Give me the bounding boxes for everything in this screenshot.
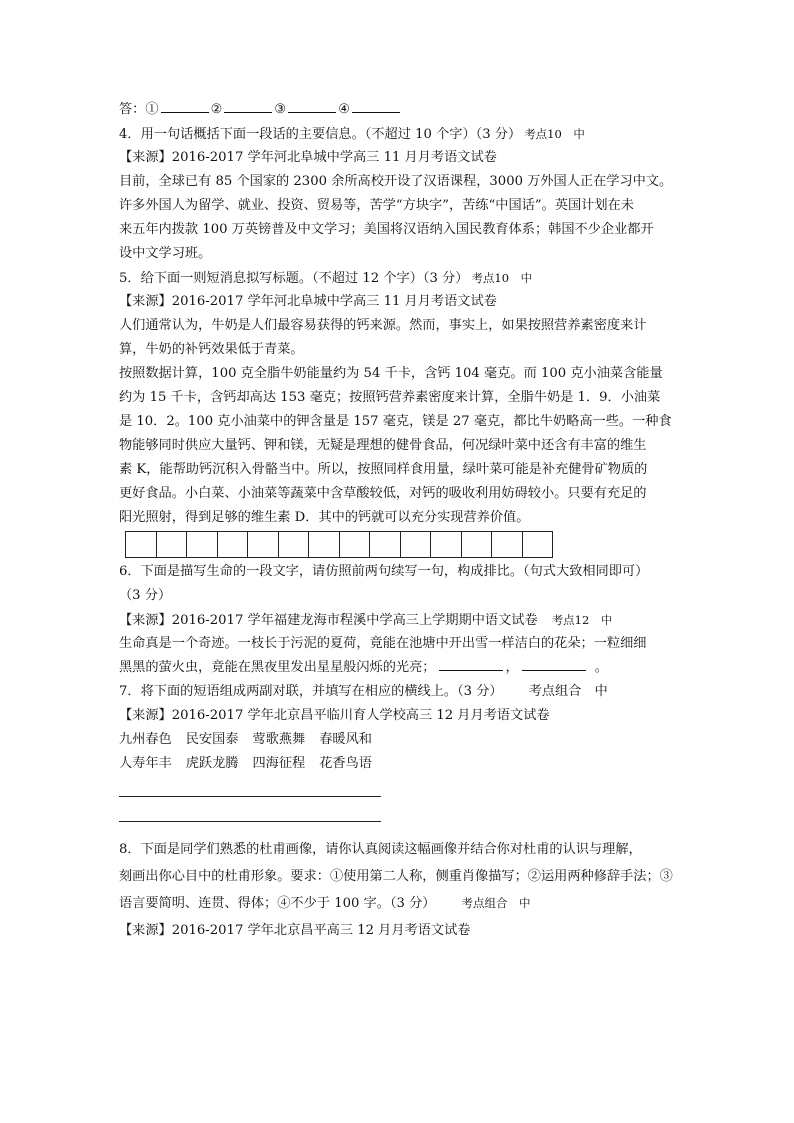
- q3-answer-line: 答：① ② ③ ④: [119, 98, 679, 122]
- q6-question: 6．下面是描写生命的一段文字，请仿照前两句续写一句，构成排比。（句式大致相同即可）: [119, 564, 649, 579]
- title-answer-box[interactable]: [156, 531, 188, 558]
- q5-tag: 考点10 中: [471, 271, 533, 285]
- q4-passage-line: 目前，全球已有 85 个国家的 2300 余所高校开设了汉语课程，3000 万外国人正在学习中文。: [119, 174, 673, 189]
- phrase-row-1: 九州春色 民安国泰 莺歌燕舞 春暖风和: [119, 732, 372, 747]
- q4-passage-line: 许多外国人为留学、就业、投资、贸易等，苦学“方块字”，苦练“中国话”。英国计划在未: [119, 198, 634, 213]
- q6-source-line: [119, 608, 679, 632]
- q4-passage-line: 设中文学习班。: [119, 246, 212, 261]
- q4-source: 【来源】2016-2017 学年河北阜城中学高三 11 月月考语文试卷: [119, 150, 497, 165]
- q4-tag: 考点10 中: [524, 127, 585, 141]
- q5-passage-line: 约为 15 千卡，含钙却高达 153 毫克；按照钙营养素密度来计算，全脂牛奶是 1．9．小油菜: [119, 390, 661, 405]
- q5-question: 5．给下面一则短消息拟写标题。（不超过 12 个字）（3 分） 考点10 中: [119, 271, 533, 286]
- q6-passage-line: 生命真是一个奇迹。一枝长于污泥的夏荷，竟能在池塘中开出雪一样洁白的花朵；一粒细细: [119, 636, 647, 651]
- q8-question-line: 刻画出你心目中的杜甫形象。要求：①使用第二人称，侧重肖像描写；②运用两种修辞手法；③: [119, 869, 673, 884]
- title-answer-box[interactable]: [430, 531, 462, 558]
- q7-tag: 考点组合 中: [528, 684, 608, 699]
- answer-prefix: 答：: [119, 102, 146, 117]
- title-answer-box[interactable]: [247, 531, 279, 558]
- title-answer-box[interactable]: [339, 531, 371, 558]
- q5-passage-line: 物能够同时供应大量钙、钾和镁，无疑是理想的健骨食品，何况绿叶菜中还含有丰富的维生: [119, 438, 647, 453]
- title-answer-box[interactable]: [125, 531, 157, 558]
- answer-blank-3[interactable]: [288, 98, 336, 113]
- title-answer-box[interactable]: [461, 531, 493, 558]
- title-answer-box[interactable]: [308, 531, 340, 558]
- q7-question: 7．将下面的短语组成两副对联，并填写在相应的横线上。（3 分）: [119, 684, 503, 699]
- q7-question-line: [119, 680, 679, 704]
- q5-passage-line: 人们通常认为，牛奶是人们最容易获得的钙来源。然而，事实上，如果按照营养素密度来计: [119, 318, 647, 333]
- title-answer-box[interactable]: [522, 531, 554, 558]
- q8-question-line-3: 语言要简明、连贯、得体；④不少于 100 字。（3 分） 考点组合 中: [119, 896, 531, 911]
- answer-blank-4[interactable]: [352, 98, 400, 113]
- phrase-row-2: 人寿年丰 虎跃龙腾 四海征程 花香鸟语: [119, 756, 372, 771]
- q8-question-line: 8．下面是同学们熟悉的杜甫画像，请你认真阅读这幅画像并结合你对杜甫的认识与理解，: [119, 842, 642, 857]
- q5-passage-line: 阳光照射，得到足够的维生素 D．其中的钙就可以充分实现营养价值。: [119, 510, 530, 525]
- title-answer-box[interactable]: [491, 531, 523, 558]
- q5-passage-line: 按照数据计算，100 克全脂牛奶能量约为 54 千卡，含钙 104 毫克。而 100 克小油菜含能量: [119, 366, 663, 381]
- title-answer-box[interactable]: [400, 531, 432, 558]
- q6-points: （3 分）: [119, 588, 172, 603]
- document-page: [119, 98, 679, 944]
- q5-passage-line: 是 10．2。100 克小油菜中的钾含量是 157 毫克，镁是 27 毫克，都比牛奶略高一些。一种食: [119, 414, 672, 429]
- title-answer-box[interactable]: [217, 531, 249, 558]
- q7-source: 【来源】2016-2017 学年北京昌平临川育人学校高三 12 月月考语文试卷: [119, 708, 550, 723]
- q6-source: 【来源】2016-2017 学年福建龙海市程溪中学高三上学期期中语文试卷: [119, 613, 538, 628]
- q8-tag: 考点组合 中: [461, 896, 531, 910]
- title-answer-boxes: [126, 531, 679, 558]
- answer-blank-1[interactable]: [161, 98, 209, 113]
- q5-passage-line: 算，牛奶的补钙效果低于青菜。: [119, 342, 304, 357]
- q4-question: 4．用一句话概括下面一段话的主要信息。（不超过 10 个字）（3 分） 考点10 中: [119, 127, 585, 142]
- q5-passage-line: 素 K，能帮助钙沉积入骨骼当中。所以，按照同样食用量，绿叶菜可能是补充健骨矿物质的: [119, 462, 648, 477]
- answer-blank-2[interactable]: [224, 98, 272, 113]
- q6-passage-line-2: 黑黑的萤火虫，竟能在黑夜里发出星星般闪烁的光亮； ， 。: [119, 656, 679, 680]
- title-answer-box[interactable]: [186, 531, 218, 558]
- q5-passage-line: 更好食品。小白菜、小油菜等蔬菜中含草酸较低，对钙的吸收利用妨碍较小。只要有充足的: [119, 486, 647, 501]
- q6-fill-blank-1[interactable]: [439, 656, 503, 671]
- q5-source: 【来源】2016-2017 学年河北阜城中学高三 11 月月考语文试卷: [119, 294, 497, 309]
- q4-passage-line: 来五年内拨款 100 万英镑普及中文学习；美国将汉语纳入国民教育体系；韩国不少企业都开: [119, 222, 654, 237]
- title-answer-box[interactable]: [278, 531, 310, 558]
- q6-fill-blank-2[interactable]: [522, 656, 586, 671]
- q6-tag: 考点12 中: [551, 613, 613, 627]
- q8-source: 【来源】2016-2017 学年北京昌平高三 12 月月考语文试卷: [119, 923, 471, 938]
- title-answer-box[interactable]: [369, 531, 401, 558]
